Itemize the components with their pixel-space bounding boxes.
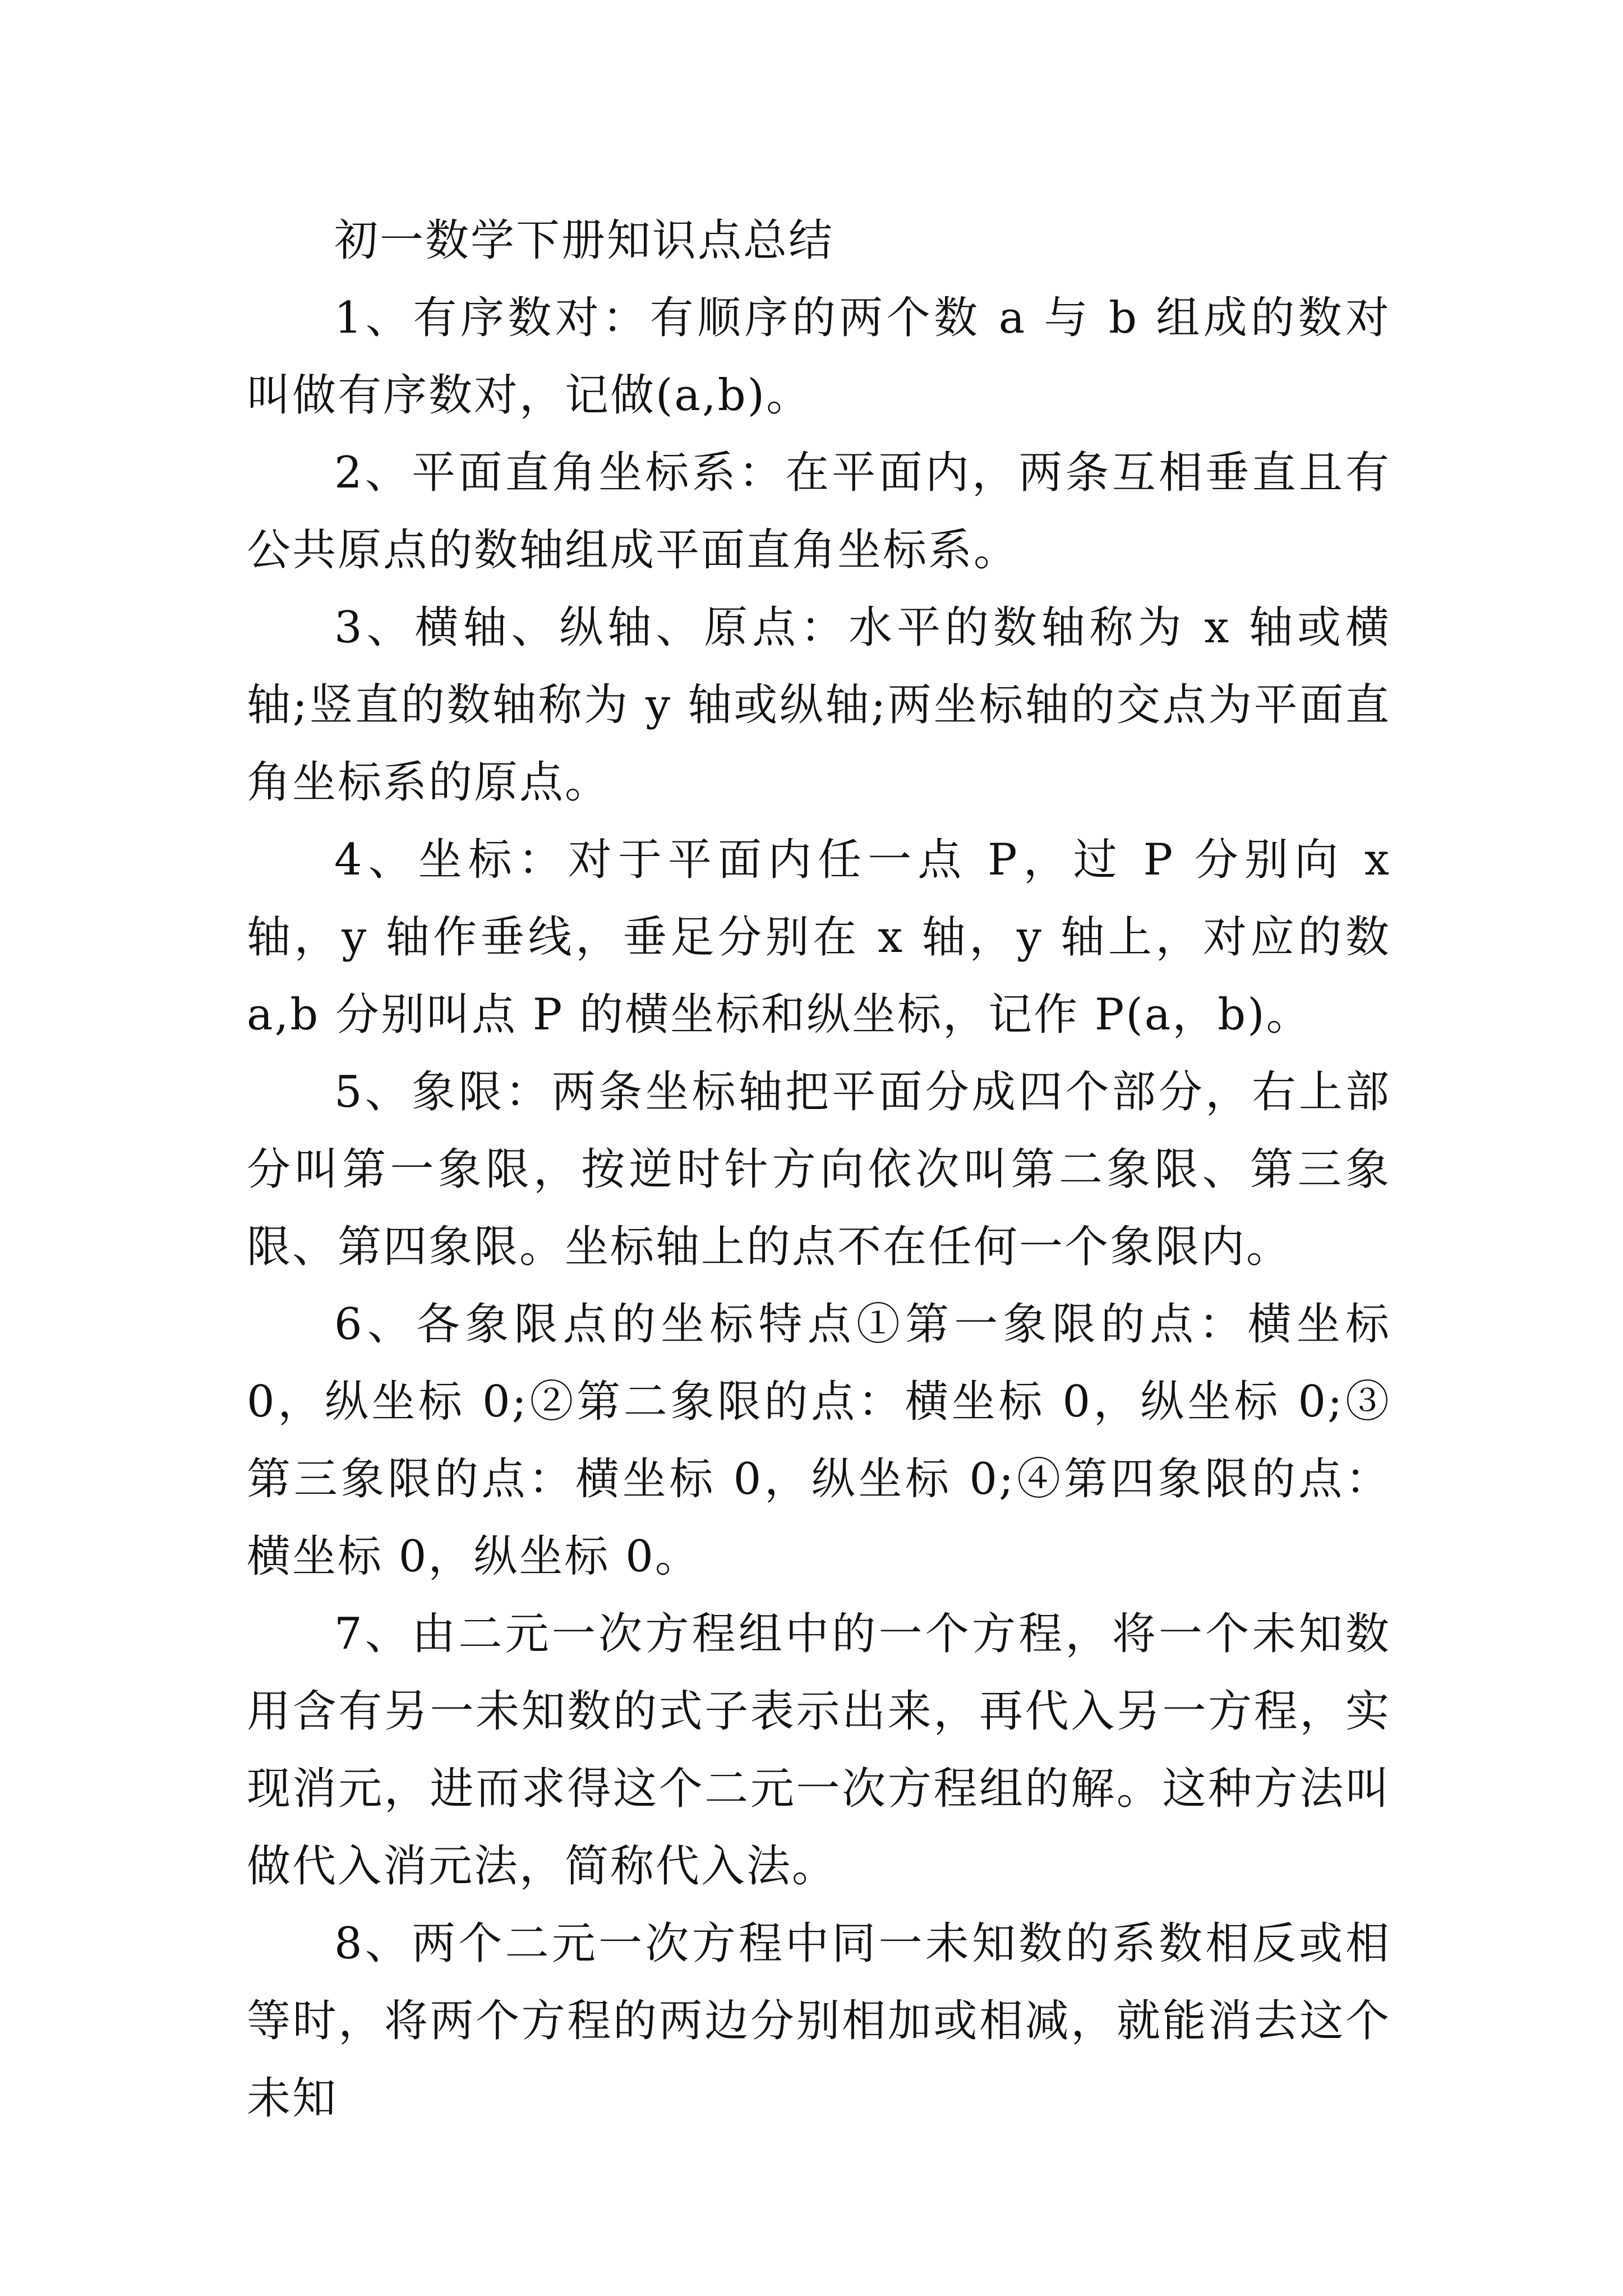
- paragraph-6: 6、各象限点的坐标特点①第一象限的点：横坐标 0，纵坐标 0;②第二象限的点：横坐标 0，纵坐标 0;③第三象限的点：横坐标 0，纵坐标 0;④第四象限的点：横坐标 0，纵坐标 0。: [247, 1299, 1391, 1582]
- paragraph-7: 7、由二元一次方程组中的一个方程，将一个未知数用含有另一未知数的式子表示出来，再代入另一方程，实现消元，进而求得这个二元一次方程组的解。这种方法叫做代入消元法，简称代入法。: [247, 1609, 1391, 1892]
- paragraph-2: 2、平面直角坐标系：在平面内，两条互相垂直且有公共原点的数轴组成平面直角坐标系。: [247, 448, 1391, 576]
- paragraph-8: 8、两个二元一次方程中同一未知数的系数相反或相等时，将两个方程的两边分别相加或相减，就能消去这个未知: [247, 1918, 1391, 2124]
- paragraph-4: 4、坐标：对于平面内任一点 P，过 P 分别向 x 轴，y 轴作垂线，垂足分别在 x 轴，y 轴上，对应的数 a,b 分别叫点 P 的横坐标和纵坐标，记作 P(a，b)。: [247, 835, 1391, 1040]
- document-body: [247, 202, 1391, 2137]
- paragraph-3: 3、横轴、纵轴、原点：水平的数轴称为 x 轴或横轴;竖直的数轴称为 y 轴或纵轴;两坐标轴的交点为平面直角坐标系的原点。: [247, 602, 1391, 808]
- paragraph-1: 1、有序数对：有顺序的两个数 a 与 b 组成的数对叫做有序数对，记做(a,b)。: [247, 293, 1391, 421]
- paragraph-5: 5、象限：两条坐标轴把平面分成四个部分，右上部分叫第一象限，按逆时针方向依次叫第二象限、第三象限、第四象限。坐标轴上的点不在任何一个象限内。: [247, 1067, 1391, 1272]
- document-title: 初一数学下册知识点总结: [334, 215, 834, 266]
